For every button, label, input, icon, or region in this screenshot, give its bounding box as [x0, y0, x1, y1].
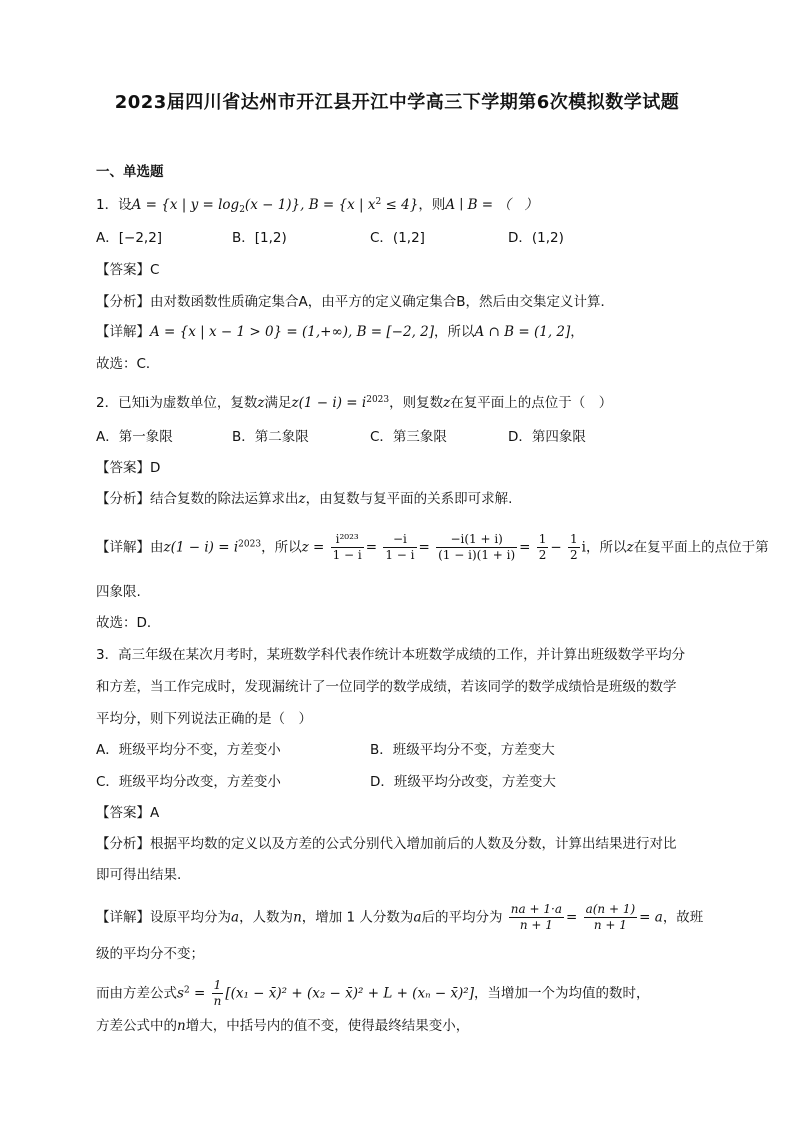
fraction: $\frac{1}{n}$ [213, 978, 222, 1008]
q3-option-d: D．班级平均分改变，方差变大 [370, 774, 556, 790]
q2-option-c: C．第三象限 [370, 429, 447, 445]
q3-answer: 【答案】A [96, 805, 160, 821]
q3-stem-line-3: 平均分，则下列说法正确的是（ ） [96, 711, 312, 727]
q2-stem: 2．已知i为虚数单位，复数z满足$z(1 - i) = i^{2023}$，则复数z在复平面上的点位于（ ） [96, 395, 613, 411]
q3-variance-line-2: 方差公式中的n增大，中括号内的值不变，使得最终结果变小， [96, 1018, 470, 1034]
fraction: $\frac{1}{2}$ [538, 532, 547, 562]
fraction: $\frac{-i(1 + i)}{(1 - i)(1 + i)}$ [438, 532, 516, 562]
q1-answer: 【答案】C [96, 262, 160, 278]
q3-analysis-line-1: 【分析】根据平均数的定义以及方差的公式分别代入增加前后的人数及分数，计算出结果进行对比 [96, 836, 677, 852]
q1-option-c: C．(1,2] [370, 230, 425, 246]
q2-option-a: A．第一象限 [96, 429, 173, 445]
page-title: 2023届四川省达州市开江县开江中学高三下学期第6次模拟数学试题 [114, 92, 680, 113]
q1-analysis: 【分析】由对数函数性质确定集合A，由平方的定义确定集合B，然后由交集定义计算． [96, 294, 614, 310]
q3-option-a: A．班级平均分不变，方差变小 [96, 742, 281, 758]
fraction: $\frac{\text{i²⁰²³}}{1 - i}$ [332, 532, 362, 562]
q1-option-a: A．[−2,2] [96, 230, 163, 246]
q1-detail: 【详解】A = {x | x − 1 > 0} = (1,+∞), B = [−2, 2]，所以A ∩ B = (1, 2]， [96, 324, 584, 340]
q1-option-d: D．(1,2) [508, 230, 564, 246]
q3-stem-line-1: 3．高三年级在某次月考时，某班数学科代表作统计本班数学成绩的工作，并计算出班级数学平均分 [96, 647, 686, 663]
q3-option-b: B．班级平均分不变，方差变大 [370, 742, 555, 758]
q3-stem-line-2: 和方差，当工作完成时，发现漏统计了一位同学的数学成绩，若该同学的数学成绩恰是班级的数学 [96, 679, 677, 695]
q2-option-d: D．第四象限 [508, 429, 586, 445]
q2-detail-cont: 四象限. [96, 584, 141, 600]
q3-detail: 【详解】设原平均分为a，人数为n，增加 1 人分数为a后的平均分为 $\frac{na + 1\cdot a}{n + 1}$ = $\frac{a(n + 1)}{n + 1}$ = a，故班 [96, 902, 704, 932]
q1-conclusion: 故选：C． [96, 356, 160, 372]
fraction: $\frac{a(n + 1)}{n + 1}$ [585, 902, 636, 932]
q2-analysis: 【分析】结合复数的除法运算求出z，由复数与复平面的关系即可求解. [96, 491, 513, 507]
fraction: $\frac{-i}{1 - i}$ [385, 532, 415, 562]
q2-detail: 【详解】由$z(1 - i) = i^{2023}$，所以z = $\frac{\text{i²⁰²³}}{1 - i}$ = $\frac{-i}{1 - i}$ = $\frac{-i(1 + i)}{(1 - i)(1 + i)}$ = $\frac{1}{2}$ − $\frac{1}{2}$ i，所以z在复平面上的点位于第 [96, 532, 769, 562]
q2-option-b: B．第二象限 [232, 429, 309, 445]
q3-analysis-line-2: 即可得出结果. [96, 867, 182, 883]
q3-option-c: C．班级平均分改变，方差变小 [96, 774, 281, 790]
q3-detail-cont: 级的平均分不变； [96, 946, 204, 962]
q1-option-b: B．[1,2) [232, 230, 287, 246]
q2-conclusion: 故选：D． [96, 615, 161, 631]
q1-stem: 1．设A = {x | $y = \log_2(x - 1)$}, B = {x | $x^2 \le 4$}，则A ∣ B = （ ） [96, 197, 538, 215]
q3-variance-line: 而由方差公式$s^2$ = $\frac{1}{n}$ [(x₁ − x̄)² + (x₂ − x̄)² + L + (xₙ − x̄)²]，当增加一个为均值的数时， [96, 978, 650, 1008]
section-heading: 一、单选题 [96, 164, 164, 180]
fraction: $\frac{1}{2}$ [570, 532, 578, 562]
fraction: $\frac{na + 1\cdot a}{n + 1}$ [510, 902, 562, 932]
q2-answer: 【答案】D [96, 460, 161, 476]
